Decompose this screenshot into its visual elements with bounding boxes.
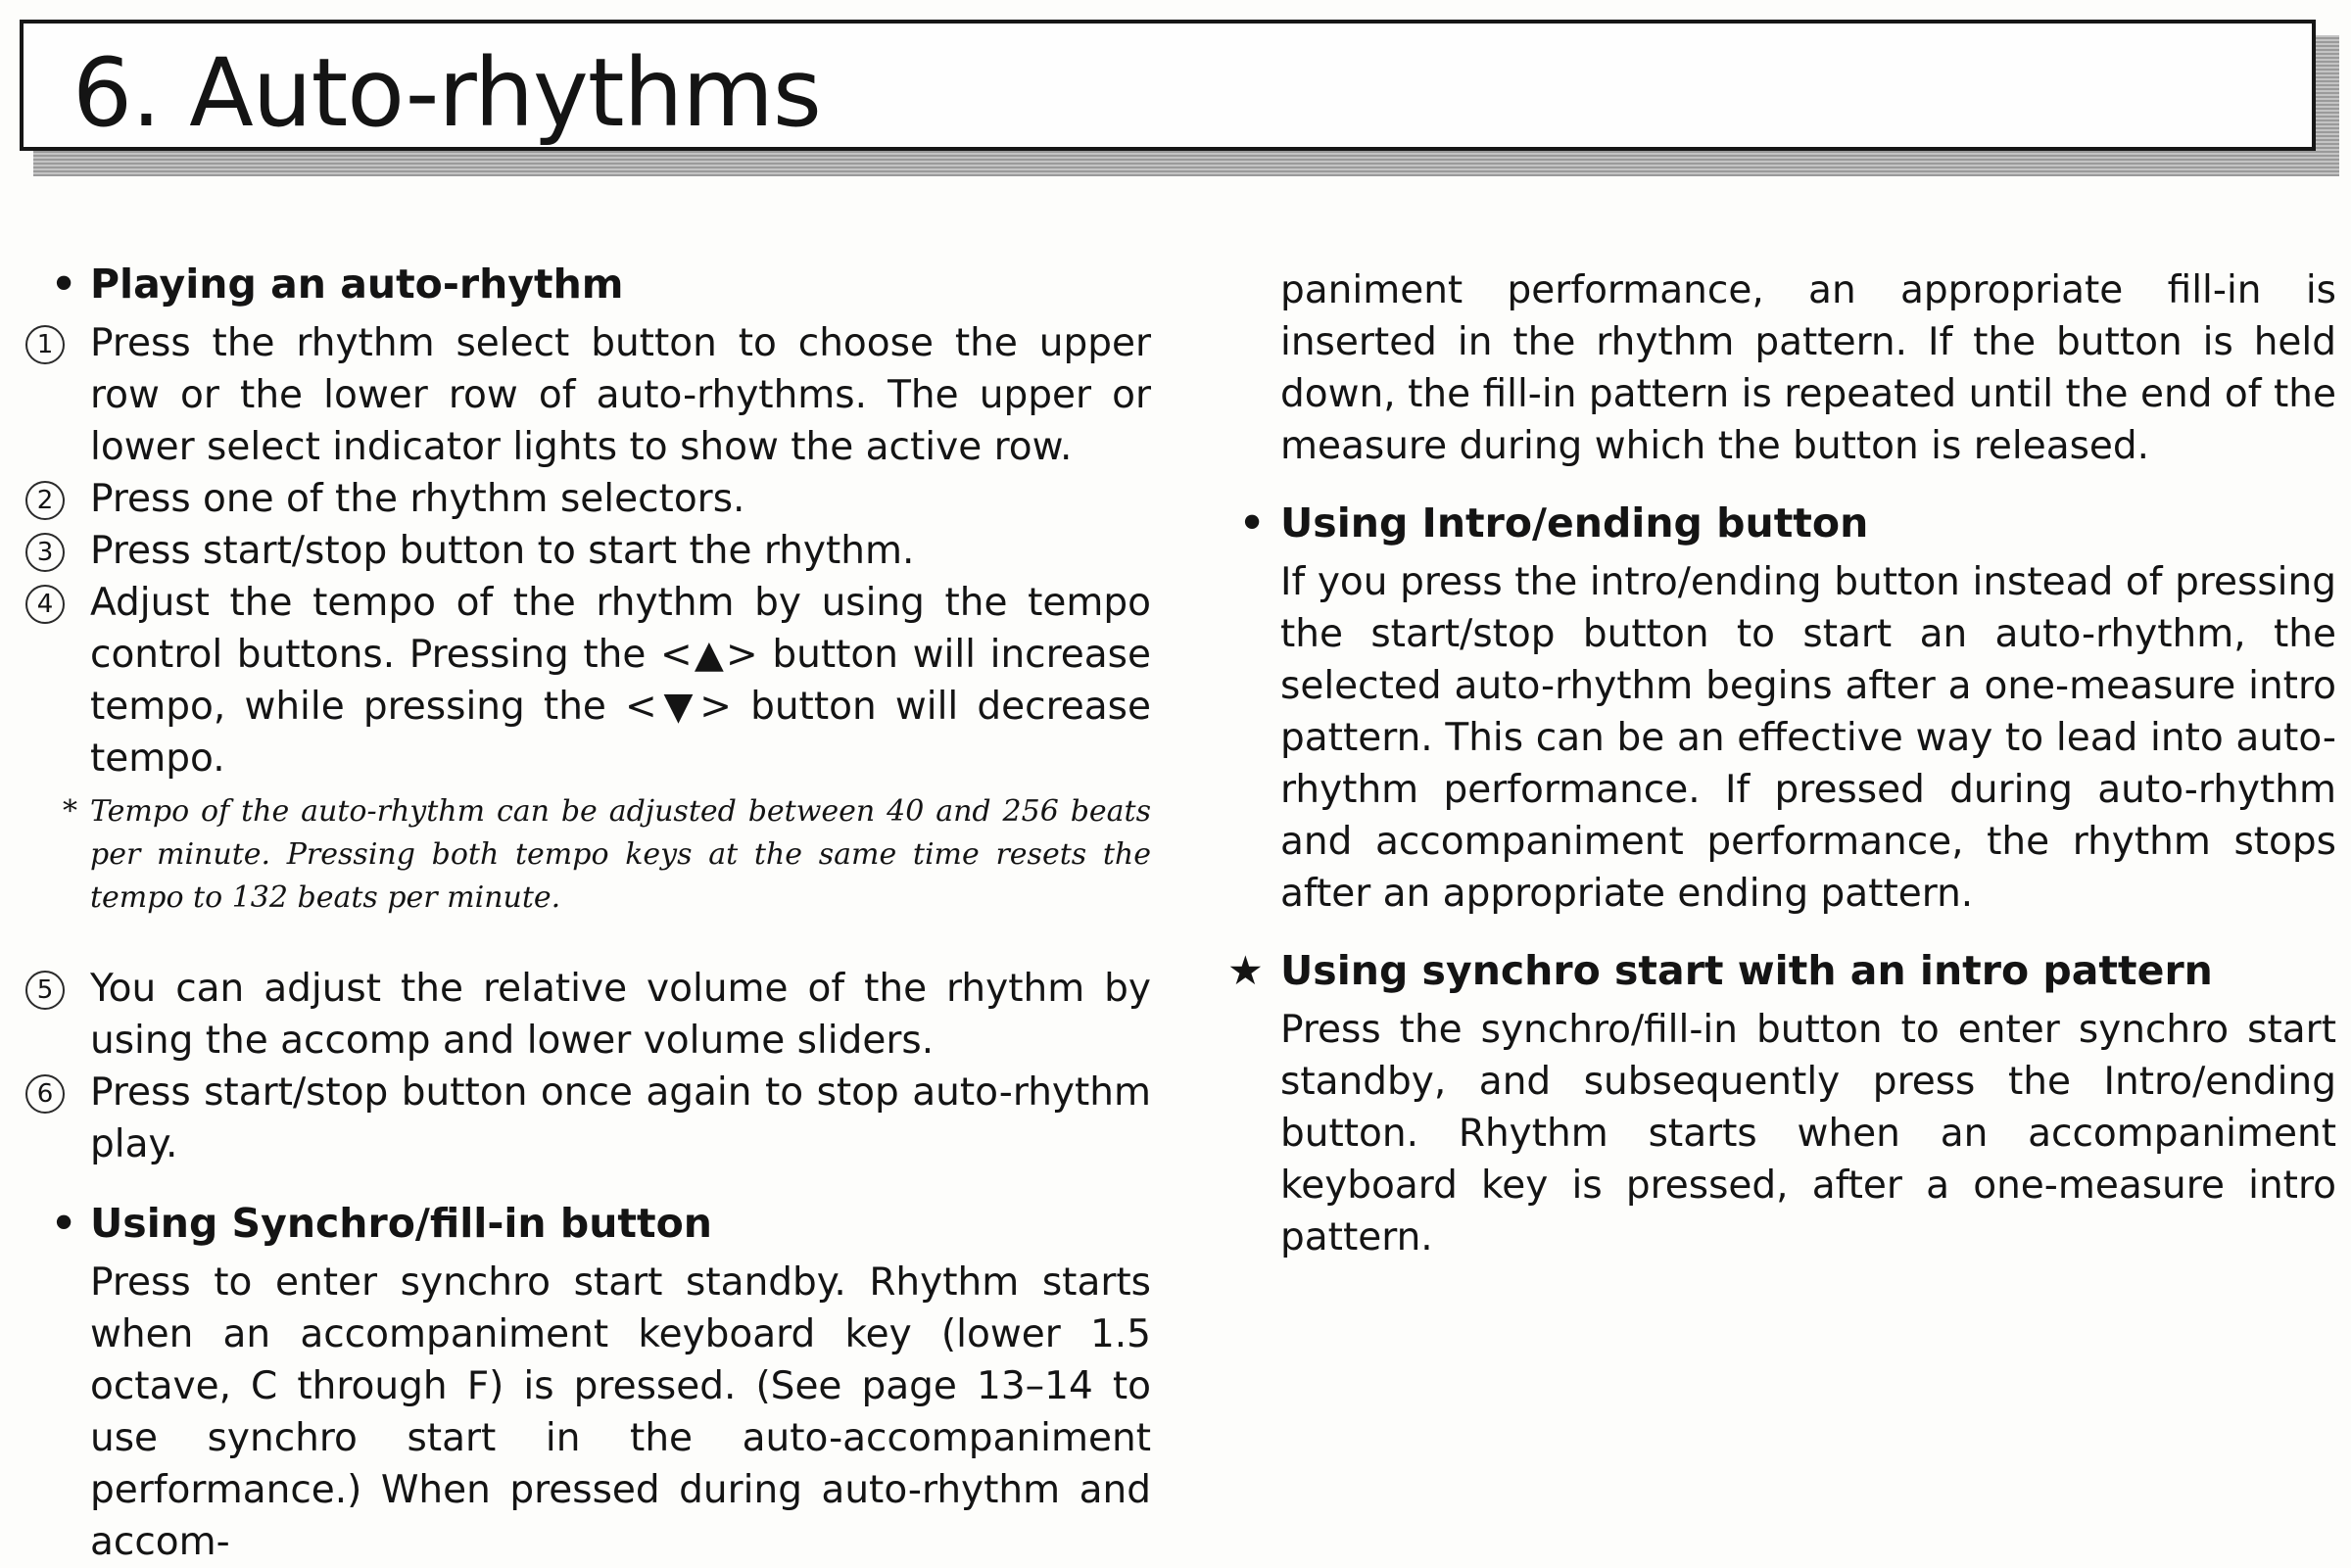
step-item [0, 963, 1151, 1067]
bullet-icon: • [51, 261, 77, 308]
circled-number: 2 [25, 481, 65, 520]
step-text: Press one of the rhythm selectors. [90, 477, 745, 521]
heading-text: Using Synchro/fill-in button [90, 1200, 712, 1247]
circled-number: 6 [25, 1074, 65, 1114]
synchro-paragraph: Press to enter synchro start standby. Rhythm starts when an accompaniment keyboard key (lower 1.5 octave, C through F) is pressed. (See page 13–14 to use synchro start in the auto-accompaniment performance.) When pressed during auto-rhythm and accom- [90, 1260, 1151, 1564]
step-item [0, 577, 1151, 784]
bullet-icon: • [1239, 499, 1266, 546]
intro-ending-paragraph: If you press the intro/ending button instead of pressing the start/stop button to start an auto-rhythm, the selected auto-rhythm begins after a one-measure intro pattern. This can be an effective way to lead into auto-rhythm performance. If pressed during auto-rhythm and accompaniment performance, the rhythm stops after an appropriate ending pattern. [1280, 560, 2336, 916]
step-text: Press start/stop button to start the rhythm. [90, 529, 915, 573]
circled-number: 3 [25, 533, 65, 572]
page-title: 6. Auto-rhythms [72, 38, 821, 148]
star-icon: ★ [1227, 947, 1264, 994]
tempo-note [0, 790, 1151, 920]
section-heading-synchro-intro [1220, 943, 2336, 998]
section-heading-playing [0, 257, 1151, 311]
note-text: Tempo of the auto-rhythm can be adjusted between 40 and 256 beats per minute. Pressing both tempo keys at the same time resets the tempo to 132 beats per minute. [90, 794, 1151, 915]
left-column [0, 257, 1151, 1568]
circled-number: 1 [25, 325, 65, 364]
continued-paragraph: paniment performance, an appropriate fill-in is inserted in the rhythm pattern. If the button is held down, the fill-in pattern is repeated until the end of the measure during which the button is released. [1280, 268, 2336, 468]
step-text: Press the rhythm select button to choose the upper row or the lower row of auto-rhythms. The upper or lower select indicator lights to show the active row. [90, 321, 1151, 469]
step-item [0, 473, 1151, 525]
bullet-icon: • [51, 1200, 77, 1247]
step-item [0, 1067, 1151, 1170]
step-text: Adjust the tempo of the rhythm by using the tempo control buttons. Pressing the <▲> button will increase tempo, while pressing the <▼> button will decrease tempo. [90, 581, 1151, 781]
heading-text: Using Intro/ending button [1280, 499, 1869, 546]
asterisk-icon: * [63, 794, 77, 829]
step-text: Press start/stop button once again to stop auto-rhythm play. [90, 1070, 1151, 1166]
right-column [1220, 264, 2336, 1263]
step-item [0, 525, 1151, 577]
heading-text: Playing an auto-rhythm [90, 261, 624, 308]
step-item [0, 317, 1151, 473]
circled-number: 5 [25, 971, 65, 1010]
circled-number: 4 [25, 585, 65, 624]
step-text: You can adjust the relative volume of the rhythm by using the accomp and lower volume sliders. [90, 967, 1151, 1063]
heading-text: Using synchro start with an intro pattern [1280, 947, 2213, 994]
title-banner [20, 20, 2316, 151]
synchro-intro-paragraph: Press the synchro/fill-in button to enter synchro start standby, and subsequently press the Intro/ending button. Rhythm starts when an accompaniment keyboard key is pressed, after a one-measure intro pattern. [1280, 1008, 2336, 1259]
section-heading-synchro [0, 1196, 1151, 1251]
section-heading-intro-ending [1220, 496, 2336, 550]
